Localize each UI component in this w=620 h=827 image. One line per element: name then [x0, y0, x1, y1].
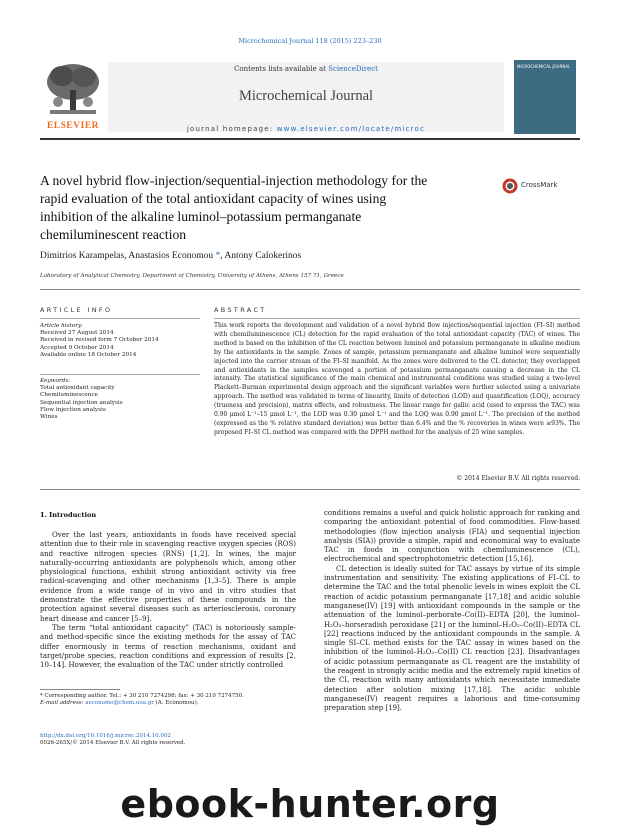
journal-reference-link[interactable]: Microchemical Journal 118 (2015) 223–230 — [238, 37, 382, 45]
body-column-right — [324, 509, 580, 759]
history-item: Received in revised form 7 October 2014 — [40, 337, 159, 344]
divider — [40, 289, 580, 290]
article-history — [40, 323, 202, 359]
paragraph: conditions remains a useful and quick holistic approach for ranking and comparing the antioxidant potential of food commodities. Flow-based methodologies (flow injection analysis (FIA) and sequential injection analysis (SIA)) provide a simple, rapid and economical way to evaluate TAC in foods in conjunction with chemiluminescence (CL), electrochemical and spectrophotometric detection [15,16]. — [324, 509, 580, 564]
footnote-corresponding: * Corresponding author. Tel.: + 30 210 7274298; fax: + 30 210 7274750. — [40, 693, 244, 699]
keyword-item: Chemiluminescence — [40, 392, 98, 399]
paragraph: CL detection is ideally suited for TAC assays by virtue of its simple instrumentation and sensitivity. The existing applications of FI–CL to determine the TAC and the total phenolic levels in wines exploit the CL reaction of acidic potassium permanganate [17,18] and acidic soluble manganese(IV) [19] with antioxidant compounds in the sample or the attenuation of the luminol–perborate–Co(II)–EDTA [20], the luminol–H₂O₂–horseradish peroxidase [21] or the luminol–H₂O₂–Co(II)–EDTA CL [22] reactions induced by the antioxidant compounds in the sample. A single SI–CL method exists for the TAC assay in wines based on the inhibition of the luminol–H₂O₂–Co(II) CL reaction [23]. Disadvantages of acidic potassium permanganate as CL reagent are the instability of the reagent in strongly acidic media and the extremely rapid kinetics of the CL reaction with many antioxidants which necessitate immediate detection after solution mixing [17,18]. The acidic soluble manganese(IV) reagent requires a laborious and time-consuming preparation step [19]. — [324, 564, 580, 713]
paragraph: The term “total antioxidant capacity” (TAC) is notoriously sample- and method-specific since the existing methods for the assay of TAC differ enormously in terms of reaction mechanisms, oxidant and target/probe species, reaction conditions and expression of results [2, 10–14]. However, the evaluation of the TAC under strictly controlled — [40, 623, 296, 670]
affiliation: Laboratory of Analytical Chemistry, Department of Chemistry, University of Athens, Athens 157 71, Greece — [40, 273, 344, 279]
section-title: 1. Introduction — [40, 511, 97, 519]
contents-line: Contents lists available at ScienceDirect — [234, 65, 378, 73]
keyword-item: Wines — [40, 414, 58, 421]
keyword-item: Flow injection analysis — [40, 406, 106, 413]
divider — [40, 489, 580, 490]
history-item: Accepted 9 October 2014 — [40, 344, 114, 351]
title-line: rapid evaluation of the total antioxidant capacity of wines using — [40, 191, 387, 206]
copyright-line: © 2014 Elsevier B.V. All rights reserved. — [456, 475, 580, 482]
doi-link[interactable]: http://dx.doi.org/10.1016/j.microc.2014.10.002 — [40, 733, 171, 739]
keyword-item: Total antioxidant capacity — [40, 385, 115, 392]
journal-homepage: journal homepage: www.elsevier.com/locate/microc — [186, 125, 426, 133]
paragraph: Over the last years, antioxidants in foods have received special attention due to their role in scavenging reactive oxygen species (ROS) and reactive nitrogen species (RNS) [1,2]. In wines, the major naturally-occurring antioxidants are polyphenols which, among other physiological functions, exhibit strong antioxidant activity via free radical-scavenging and other mechanisms [1,3–5]. There is ample evidence from a wide range of in vivo and in vitro studies that demonstrate the effective properties of these compounds in the protection against several diseases such as arteriosclerosis, coronary heart disease and cancer [5–9]. — [40, 531, 296, 623]
footnote-email-line: E-mail address: aeconomo@chem.uoa.gr (A. Economou). — [40, 700, 199, 707]
history-item: Available online 18 October 2014 — [40, 351, 137, 358]
header-rule — [40, 138, 580, 140]
article-title — [40, 172, 490, 244]
keywords-list — [40, 378, 202, 421]
keyword-item: Sequential injection analysis — [40, 399, 123, 406]
email-link[interactable]: aeconomo@chem.uoa.gr — [85, 700, 154, 707]
title-line: inhibition of the alkaline luminol–potassium permanganate — [40, 209, 362, 224]
elsevier-wordmark: ELSEVIER — [46, 121, 100, 131]
abstract-heading: ABSTRACT — [214, 306, 267, 314]
watermark-text: ebook-hunter.org — [120, 782, 500, 826]
body-column-left — [40, 531, 296, 683]
footnote-rule — [40, 689, 120, 690]
abstract-text: This work reports the development and validation of a novel hybrid flow injection/sequential injection (FI–SI) method with chemiluminescence (CL) detection for the rapid evaluation of the total antioxidant capacity (TAC) of wines. The method is based on the inhibition of the CL reaction between luminol and potassium permanganate in alkaline medium by the antioxidants in the sample. Zones of sample, potassium permanganate and alkaline luminol were sequentially injected into the carrier stream of the FI–SI manifold. As the zones were delivered to the CL detector, they overlapped and antioxidants in the samples scavenged a portion of potassium permanganate causing a decrease in the CL intensity. The statistical significance of the main chemical and instrumental conditions was studied using a two-level Plackett–Burman experimental design approach and the significant variables were further selected using a univariate approach. The method was validated in terms of linearity, limits of detection (LOD) and quantification (LOQ), accuracy (trueness and precision), matrix effects, and robustness. The linear range for gallic acid (used to express the TAC) was 0.90 μmol L⁻¹–15 μmol L⁻¹, the LOD was 0.30 μmol L⁻¹ and the LOQ was 0.90 μmol L⁻¹. The precision of the method (expressed as the % relative standard deviation) was better than 6.4% and the % recoveries in wines were ≥93%. The proposed FI–SI CL method was compared with the DPPH method for the analysis of 25 wine samples. — [214, 322, 580, 436]
title-line: A novel hybrid flow-injection/sequential-injection methodology for the — [40, 173, 428, 188]
issn-line: 0026-265X/© 2014 Elsevier B.V. All rights reserved. — [40, 740, 186, 747]
divider — [214, 318, 580, 319]
divider — [40, 318, 200, 319]
crossmark-icon[interactable] — [502, 178, 518, 194]
history-label: Article history: — [40, 323, 84, 329]
keywords-label: Keywords: — [40, 378, 71, 384]
journal-cover-title: MICROCHEMICAL JOURNAL — [517, 64, 571, 69]
history-item: Received 27 August 2014 — [40, 330, 114, 337]
crossmark-label[interactable]: CrossMark — [521, 181, 558, 189]
title-line: chemiluminescent reaction — [40, 227, 187, 242]
footnote — [40, 693, 300, 708]
corresponding-author-mark[interactable]: * — [215, 251, 221, 261]
doi-block — [40, 733, 185, 748]
divider — [40, 374, 200, 375]
authors-line: Dimitrios Karampelas, Anastasios Economou *, Antony Calokerinos — [40, 251, 302, 261]
homepage-link[interactable]: www.elsevier.com/locate/microc — [276, 125, 426, 133]
journal-name: Microchemical Journal — [238, 88, 374, 104]
article-info-heading: ARTICLE INFO — [40, 306, 113, 314]
sciencedirect-link[interactable]: ScienceDirect — [328, 65, 378, 73]
journal-cover-image — [514, 60, 576, 134]
